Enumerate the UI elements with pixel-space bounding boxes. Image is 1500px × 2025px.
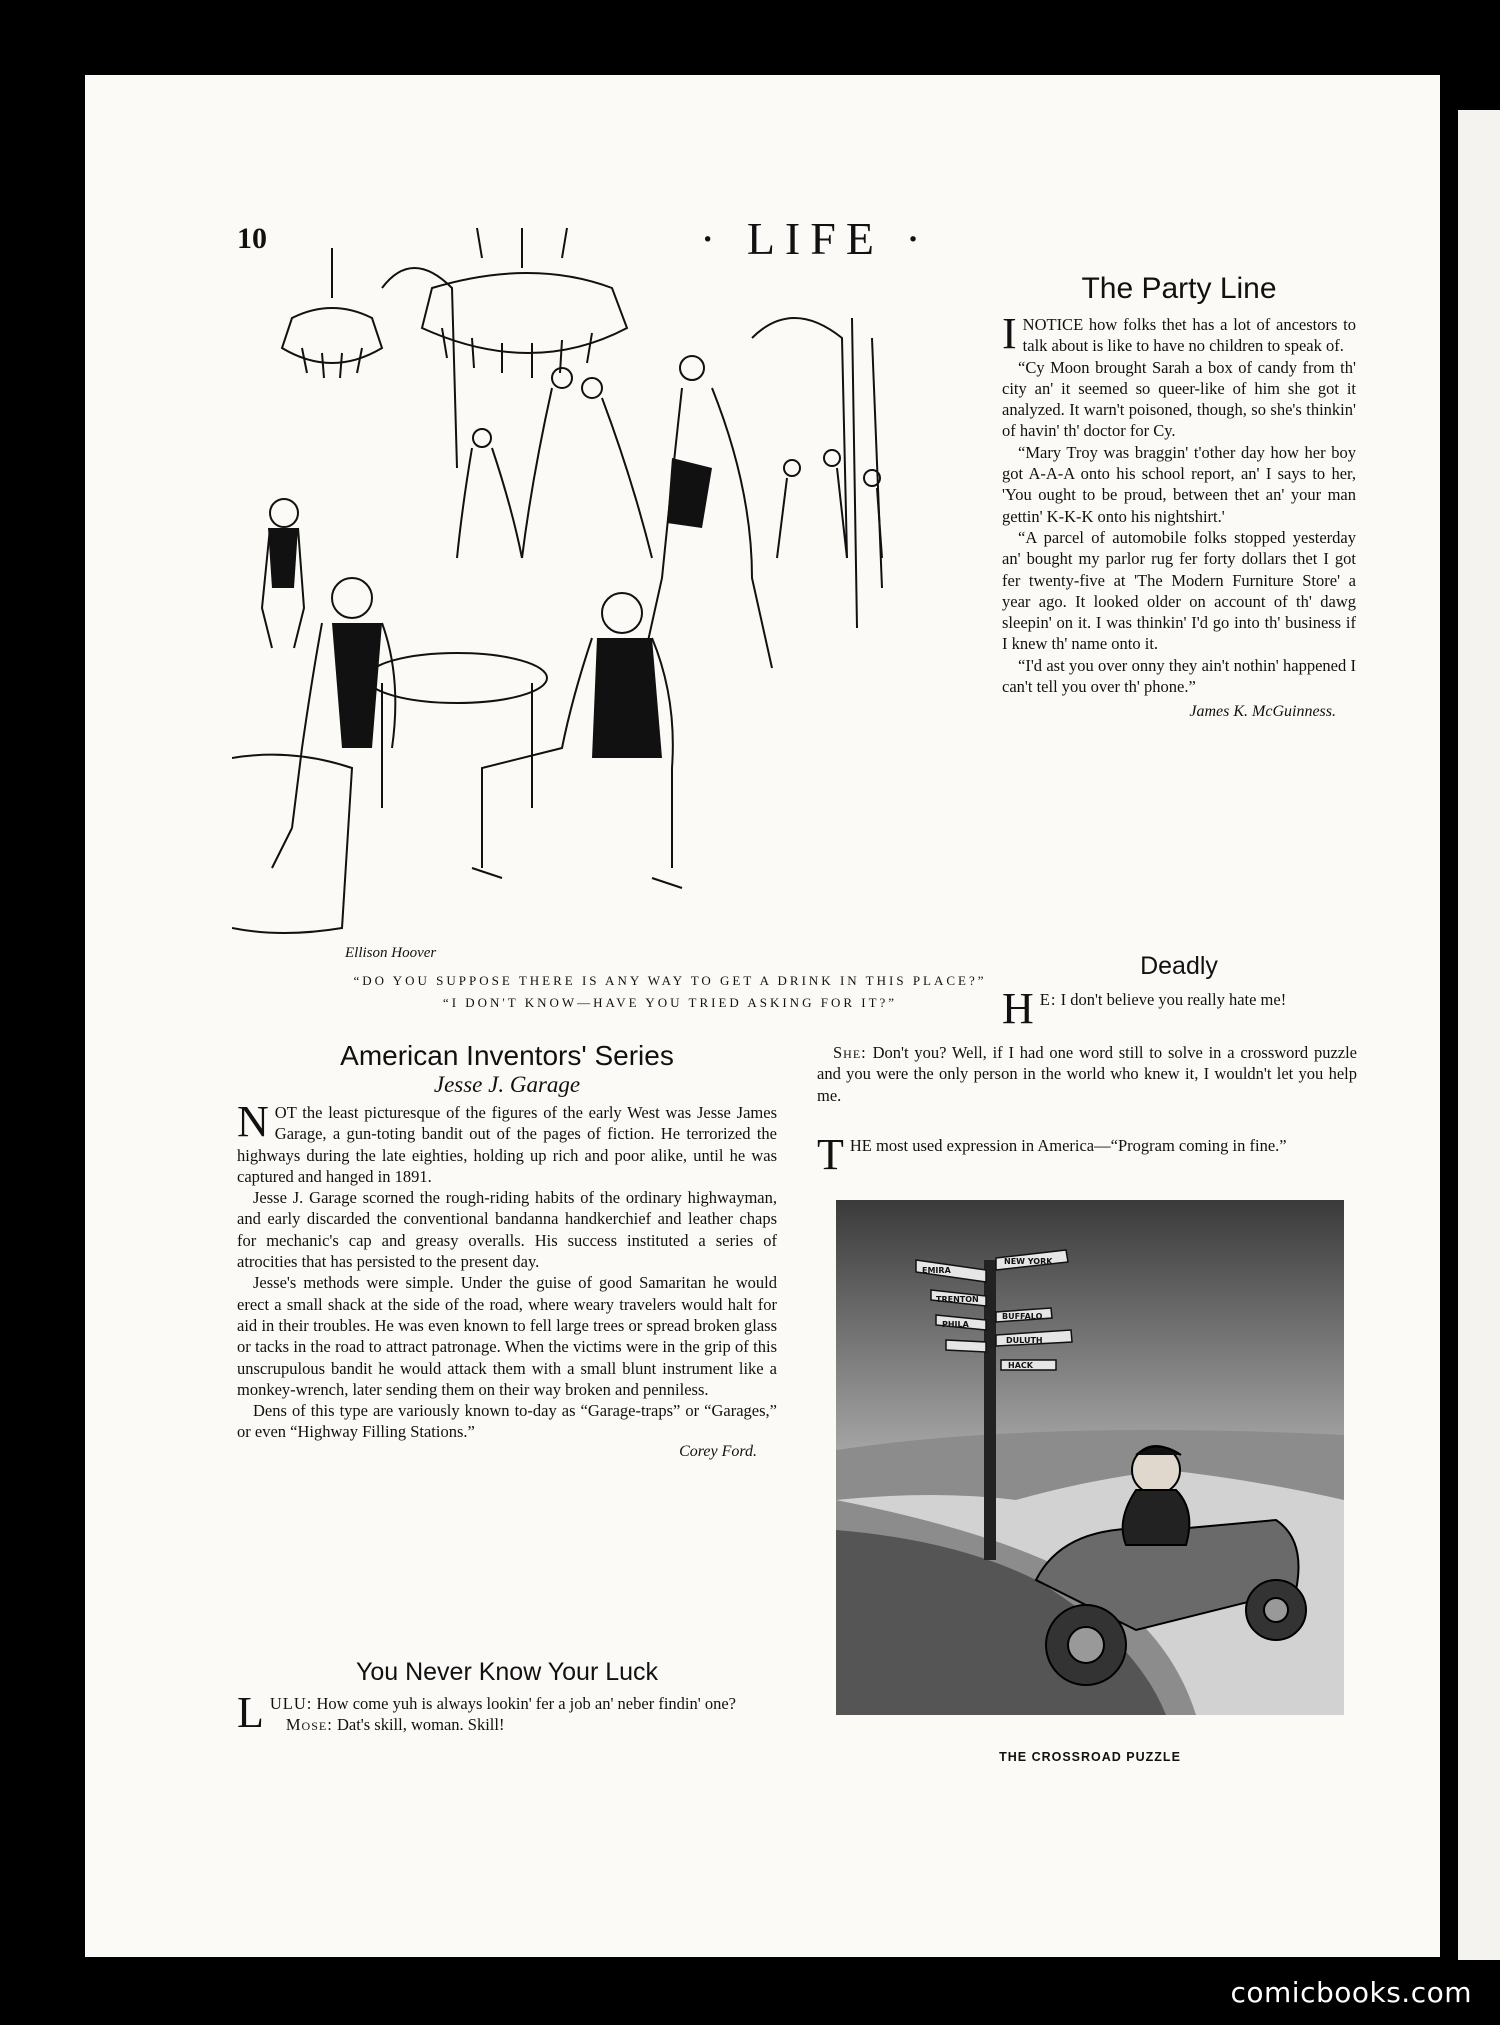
party-line-article bbox=[1002, 272, 1356, 721]
party-line-title: The Party Line bbox=[1081, 272, 1277, 305]
crossroad-illustration bbox=[836, 1200, 1344, 1715]
deadly-he-line: H E: I don't believe you really hate me! bbox=[1002, 984, 1287, 1033]
caption-line-2: “I DON'T KNOW—HAVE YOU TRIED ASKING FOR IT?” bbox=[442, 995, 898, 1010]
deadly-article bbox=[1002, 952, 1356, 1033]
inventors-p3: Jesse's methods were simple. Under the guise of good Samaritan he would erect a small shack at the side of the road, where weary travelers would halt for aid in their troubles. He was even known to fell large trees or spread broken glass or tacks in the road to attract patronage. When the victims were in the grip of this unscrupulous bandit he would attack them with a small blunt instrument like a monkey-wrench, later sending them on their way broken and penniless. bbox=[237, 1273, 777, 1399]
sign-buffalo: BUFFALO bbox=[1002, 1312, 1043, 1321]
dropcap: N bbox=[237, 1097, 269, 1146]
watermark: comicbooks.com bbox=[1230, 1976, 1472, 2009]
party-line-p4: “A parcel of automobile folks stopped yesterday an' bought my parlor rug fer forty dollars thet I got fer twenty-five at 'The Modern Furniture Store' a year ago. It looked older on account of th' dawg sleepin' on it. I was thinkin' I'd go into th' business if I knew th' name onto it. bbox=[1002, 527, 1356, 654]
luck-article bbox=[237, 1658, 777, 1736]
luck-mose-line: Mose: Dat's skill, woman. Skill! bbox=[285, 1715, 505, 1735]
luck-lulu-line: LULU: How come yuh is always lookin' fer a job an' neber findin' one? bbox=[237, 1688, 736, 1737]
inventors-title: American Inventors' Series bbox=[340, 1040, 674, 1071]
inventors-p2: Jesse J. Garage scorned the rough-riding habits of the ordinary highwayman, and early discarded the conventional bandanna handkerchief and leather chaps for mechanic's cap and greasy overalls. His success instituted a series of atrocities that has persisted to the present day. bbox=[237, 1188, 777, 1272]
deadly-title: Deadly bbox=[1140, 952, 1218, 980]
dropcap: I bbox=[1002, 309, 1017, 358]
dropcap: L bbox=[237, 1688, 264, 1737]
party-line-p3: “Mary Troy was braggin' t'other day how her boy got A-A-A onto his school report, an' I says to her, 'You ought to be proud, between thet an' your man gettin' K-K-K onto his nightshirt.' bbox=[1002, 442, 1356, 526]
sign-emira: EMIRA bbox=[922, 1266, 951, 1275]
masthead-title: · LIFE · bbox=[700, 213, 931, 264]
next-page-edge bbox=[1458, 110, 1500, 1960]
page-number: 10 bbox=[237, 222, 267, 255]
cartoon-signature: Ellison Hoover bbox=[345, 945, 437, 961]
party-line-p5: “I'd ast you over onny they ain't nothin' happened I can't tell you over th' phone.” bbox=[1002, 655, 1356, 697]
inventors-p1: NOT the least picturesque of the figures of the early West was Jesse James Garage, a gun-toting bandit out of the pages of fiction. He terrorized the highways during the late eighties, holding up rich and poor alike, until he was captured and hanged in 1891. bbox=[237, 1097, 777, 1186]
expression-text: THE most used expression in America—“Program coming in fine.” bbox=[817, 1130, 1287, 1179]
party-line-author: James K. McGuinness. bbox=[1189, 703, 1336, 721]
inventors-p4: Dens of this type are variously known to-day as “Garage-traps” or “Garages,” or even “Highway Filling Stations.” bbox=[237, 1401, 777, 1442]
dropcap: T bbox=[817, 1130, 844, 1179]
sign-hack: HACK bbox=[1008, 1361, 1033, 1370]
cartoon-caption bbox=[330, 970, 1010, 1014]
sign-trenton: TRENTON bbox=[936, 1295, 979, 1304]
inventors-author: Corey Ford. bbox=[679, 1442, 757, 1460]
expression-snippet bbox=[817, 1130, 1357, 1179]
sign-new-york: NEW YORK bbox=[1004, 1257, 1053, 1266]
inventors-subtitle: Jesse J. Garage bbox=[433, 1072, 581, 1097]
sign-phila: PHILA bbox=[942, 1320, 969, 1329]
deadly-she-block bbox=[817, 1042, 1357, 1106]
sign-duluth: DULUTH bbox=[1006, 1336, 1043, 1345]
deadly-she-line: She: Don't you? Well, if I had one word still to solve in a crossword puzzle and you were the only person in the world who knew it, I wouldn't let you help me. bbox=[817, 1043, 1358, 1105]
luck-title: You Never Know Your Luck bbox=[355, 1658, 659, 1686]
scan-border-left bbox=[0, 0, 80, 2025]
dropcap: H bbox=[1002, 984, 1034, 1033]
crossroad-caption: THE CROSSROAD PUZZLE bbox=[999, 1750, 1181, 1764]
ballroom-cartoon bbox=[232, 228, 1000, 968]
inventors-article bbox=[237, 1040, 777, 1461]
party-line-p2: “Cy Moon brought Sarah a box of candy from th' city an' it seemed so queer-like of him she got it analyzed. It warn't poisoned, though, so she's thinkin' of havin' th' doctor for Cy. bbox=[1002, 357, 1356, 441]
caption-line-1: “DO YOU SUPPOSE THERE IS ANY WAY TO GET A DRINK IN THIS PLACE?” bbox=[353, 973, 987, 988]
party-line-p1: INOTICE how folks thet has a lot of ancestors to talk about is like to have no children to speak of. bbox=[1002, 309, 1356, 358]
